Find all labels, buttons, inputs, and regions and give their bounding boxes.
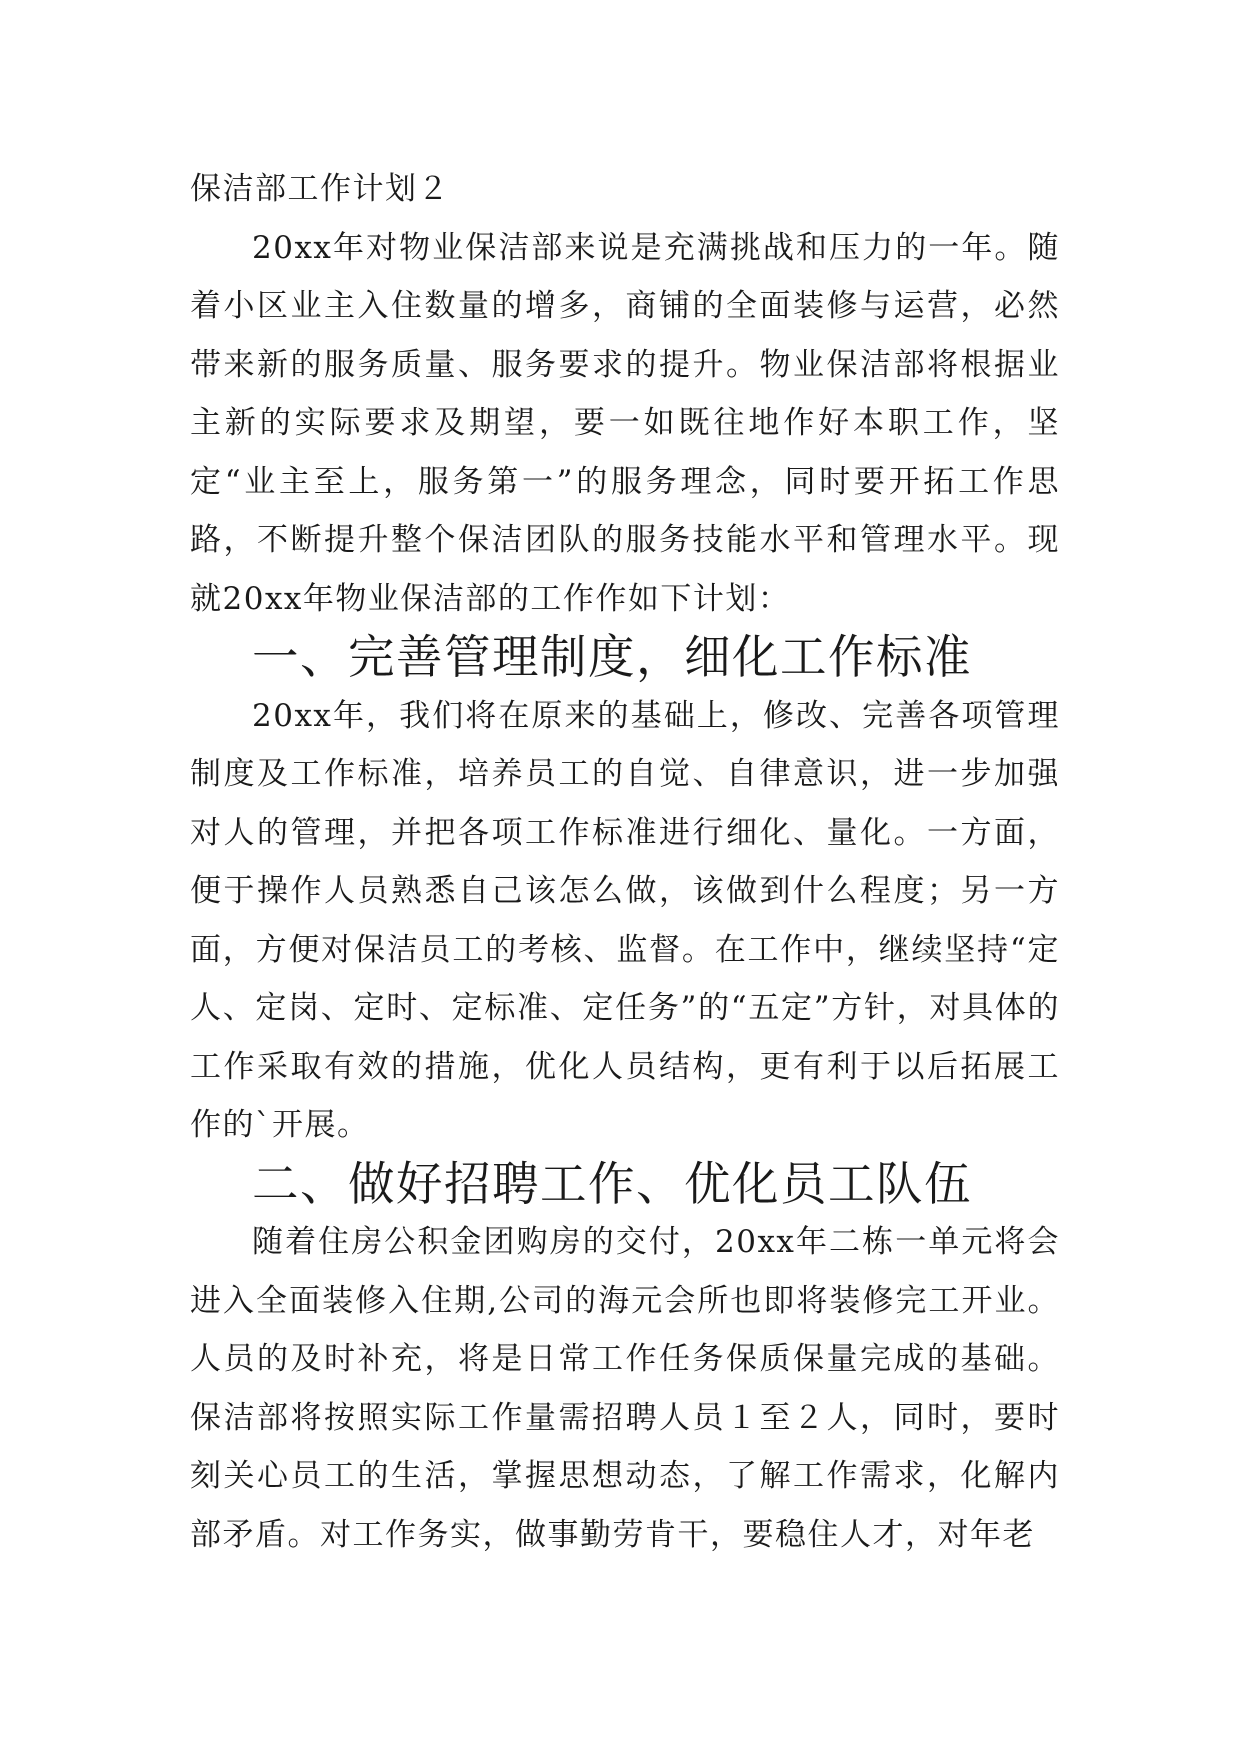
section-1-heading: 一、完善管理制度，细化工作标准 xyxy=(252,630,972,684)
intro-paragraph: 20xx年对物业保洁部来说是充满挑战和压力的一年。随着小区业主入住数量的增多，商铺的全面装修与运营，必然带来新的服务质量、服务要求的提升。物业保洁部将根据业主新的实际要求及期望，要一如既往地作好本职工作，坚定“业主至上，服务第一”的服务理念，同时要开拓工作思路，不断提升整个保洁团队的服务技能水平和管理水平。现就20xx年物业保洁部的工作作如下计划： xyxy=(190,229,1060,617)
section-2-heading: 二、做好招聘工作、优化员工队伍 xyxy=(252,1156,972,1211)
document-title: 保洁部工作计划２ xyxy=(190,171,450,207)
section-2-body: 随着住房公积金团购房的交付，20xx年二栋一单元将会进入全面装修入住期,公司的海元会所也即将装修完工开业。人员的及时补充，将是日常工作任务保质保量完成的基础。保洁部将按照实际工作量需招聘人员１至２人，同时，要时刻关心员工的生活，掌握思想动态，了解工作需求，化解内部矛盾。对工作务实，做事勤劳肯干，要稳住人才，对年老 xyxy=(190,1224,1060,1553)
section-1-body: 20xx年，我们将在原来的基础上，修改、完善各项管理制度及工作标准，培养员工的自觉、自律意识，进一步加强对人的管理，并把各项工作标准进行细化、量化。一方面，便于操作人员熟悉自己该怎么做，该做到什么程度；另一方面，方便对保洁员工的考核、监督。在工作中，继续坚持“定人、定岗、定时、定标准、定任务”的“五定”方针，对具体的工作采取有效的措施，优化人员结构，更有利于以后拓展工作的`开展。 xyxy=(190,697,1060,1143)
document-content xyxy=(190,160,1060,1564)
